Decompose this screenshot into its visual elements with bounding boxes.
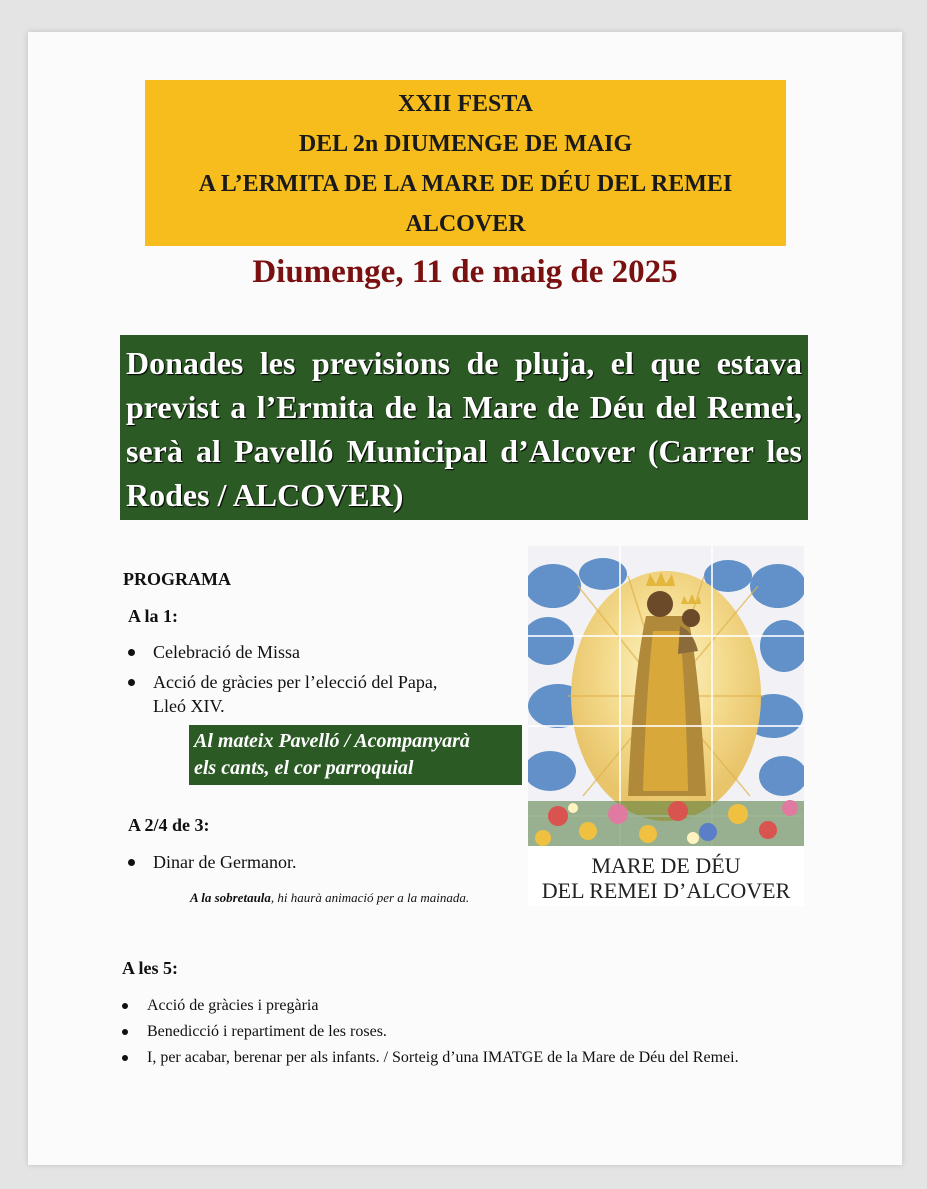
bullet-icon: [128, 649, 135, 656]
sobretaula-note-text: , hi haurà animació per a la mainada.: [270, 890, 470, 905]
sobretaula-note: [190, 889, 490, 907]
bullet-icon: [122, 1055, 128, 1061]
bullet-icon: [128, 679, 135, 686]
header-line-3: A L’ERMITA DE LA MARE DE DÉU DEL REMEI: [198, 171, 733, 197]
list-item-continuation: Lleó XIV.: [153, 696, 225, 716]
list-item: I, per acabar, berenar per als infants. / Sorteig d’una IMATGE de la Mare de Déu del Remei.: [119, 1047, 799, 1069]
list-item: Acció de gràcies i pregària: [119, 995, 799, 1017]
header-line-1: XXII FESTA: [398, 91, 533, 117]
image-caption-line-2: DEL REMEI D’ALCOVER: [541, 878, 791, 903]
flower-garland: [528, 800, 804, 851]
header-line-2: DEL 2n DIUMENGE DE MAIG: [298, 131, 633, 157]
poster-page: [28, 32, 902, 1165]
session-2-list: [125, 850, 505, 880]
session-1-list: [125, 640, 505, 724]
session-2-time: A 2/4 de 3:: [128, 815, 210, 835]
rain-notice: Donades les previsions de pluja, el que estava previst a l’Ermita de la Mare de Déu del Remei, serà al Pavelló Municipal d’Alcover (Carrer les Rodes / ALCOVER): [120, 335, 808, 520]
list-item: Celebració de Missa: [125, 640, 505, 664]
session-3-list: [119, 995, 799, 1073]
choir-note-line-1: Al mateix Pavelló / Acompanyarà: [194, 730, 470, 752]
list-item: Acció de gràcies per l’elecció del Papa,: [125, 670, 505, 694]
header-line-4: ALCOVER: [405, 211, 526, 237]
image-caption-line-1: MARE DE DÉU: [591, 853, 741, 878]
bullet-icon: [128, 859, 135, 866]
sobretaula-note-bold: A la sobretaula: [190, 890, 271, 905]
choir-note-line-2: els cants, el cor parroquial: [194, 757, 414, 779]
session-3-time: A les 5:: [122, 958, 178, 978]
event-date: Diumenge, 11 de maig de 2025: [252, 254, 678, 290]
choir-note-box: [189, 725, 522, 785]
programa-title: PROGRAMA: [123, 569, 231, 589]
list-item: Benedicció i repartiment de les roses.: [119, 1021, 799, 1043]
virgin-tile-image: [528, 546, 804, 906]
list-item: Dinar de Germanor.: [125, 850, 505, 874]
header-banner: [145, 80, 786, 246]
bullet-icon: [122, 1029, 128, 1035]
session-1-time: A la 1:: [128, 606, 179, 626]
bullet-icon: [122, 1003, 128, 1009]
